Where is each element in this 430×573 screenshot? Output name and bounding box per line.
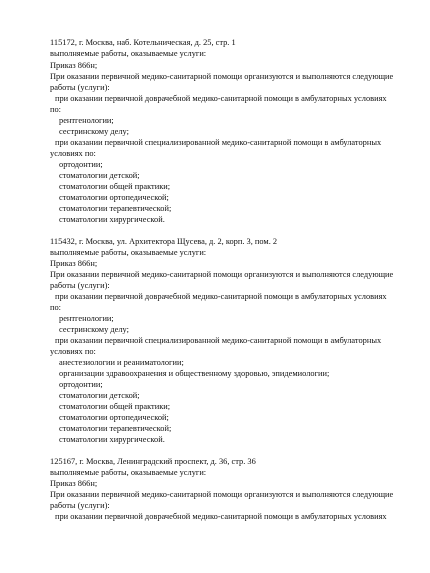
primary-care-heading-cont: по: [50, 303, 61, 312]
works-header: выполняемые работы, оказываемые услуги: [50, 468, 207, 477]
specialized-care-heading-cont: условиях по: [50, 149, 96, 158]
specialized-care-heading: при оказании первичной специализированной медико-санитарной помощи в амбулаторных [55, 336, 382, 345]
list-item: организации здравоохранения и общественному здоровью, эпидемиологии; [59, 369, 330, 378]
order-reference: Приказ 866н; [50, 61, 98, 70]
primary-care-heading: при оказании первичной доврачебной медико-санитарной помощи в амбулаторных условиях [55, 292, 387, 301]
order-reference: Приказ 866н; [50, 479, 98, 488]
list-item: стоматологии ортопедической; [59, 413, 169, 422]
specialized-care-heading: при оказании первичной специализированной медико-санитарной помощи в амбулаторных [55, 138, 382, 147]
list-item: стоматологии терапевтической; [59, 424, 172, 433]
list-item: стоматологии ортопедической; [59, 193, 169, 202]
intro-text: При оказании первичной медико-санитарной помощи организуются и выполняются следующие [50, 490, 394, 499]
list-item: стоматологии общей практики; [59, 182, 171, 191]
list-item: стоматологии терапевтической; [59, 204, 172, 213]
intro-text-cont: работы (услуги): [50, 281, 110, 290]
address-line: 115432, г. Москва, ул. Архитектора Щусева, д. 2, корп. 3, пом. 2 [50, 237, 278, 246]
primary-care-heading: при оказании первичной доврачебной медико-санитарной помощи в амбулаторных условиях [55, 512, 387, 521]
intro-text-cont: работы (услуги): [50, 83, 110, 92]
list-item: сестринскому делу; [59, 325, 129, 334]
primary-care-heading: при оказании первичной доврачебной медико-санитарной помощи в амбулаторных условиях [55, 94, 387, 103]
list-item: сестринскому делу; [59, 127, 129, 136]
address-line: 115172, г. Москва, наб. Котельническая, д. 25, стр. 1 [50, 38, 236, 47]
address-line: 125167, г. Москва, Ленинградский проспект, д. 36, стр. 36 [50, 457, 256, 466]
list-item: ортодонтии; [59, 380, 103, 389]
list-item: ортодонтии; [59, 160, 103, 169]
list-item: стоматологии хирургической. [59, 435, 165, 444]
works-header: выполняемые работы, оказываемые услуги: [50, 49, 207, 58]
list-item: стоматологии хирургической. [59, 215, 165, 224]
specialized-care-heading-cont: условиях по: [50, 347, 96, 356]
list-item: стоматологии детской; [59, 391, 140, 400]
list-item: стоматологии детской; [59, 171, 140, 180]
list-item: рентгенологии; [59, 314, 114, 323]
list-item: рентгенологии; [59, 116, 114, 125]
intro-text: При оказании первичной медико-санитарной помощи организуются и выполняются следующие [50, 72, 394, 81]
works-header: выполняемые работы, оказываемые услуги: [50, 248, 207, 257]
intro-text: При оказании первичной медико-санитарной помощи организуются и выполняются следующие [50, 270, 394, 279]
intro-text-cont: работы (услуги): [50, 501, 110, 510]
list-item: анестезиологии и реаниматологии; [59, 358, 184, 367]
primary-care-heading-cont: по: [50, 105, 61, 114]
order-reference: Приказ 866н; [50, 259, 98, 268]
list-item: стоматологии общей практики; [59, 402, 171, 411]
